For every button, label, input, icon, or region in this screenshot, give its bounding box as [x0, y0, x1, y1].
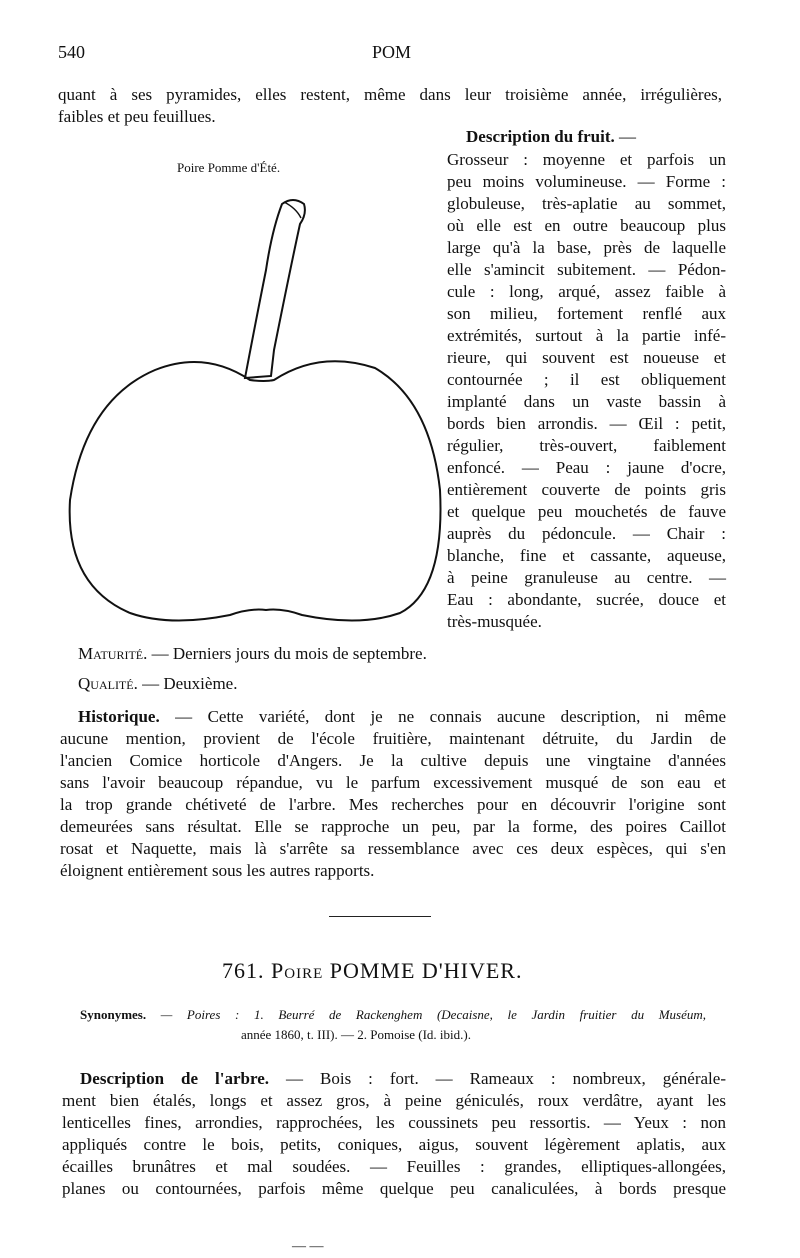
pear-stem — [245, 200, 305, 378]
fruit-line: globuleuse, très-aplatie au sommet, — [447, 194, 726, 213]
fruit-line: implanté dans un vaste bassin à — [447, 392, 726, 411]
fruit-line: rieure, qui souvent est noueuse et — [447, 348, 726, 367]
arbre-line: écailles brunâtres et mal soudées. — Feuilles : grandes, elliptiques-allongées, — [62, 1157, 726, 1176]
arbre-line: planes ou contournées, parfois même quelque peu canaliculées, à bords presque — [62, 1179, 726, 1198]
historique-line: la trop grande chétiveté de l'arbre. Mes recherches pour en découvrir l'origine sont — [60, 795, 726, 814]
qualite-text: — Deuxième. — [137, 674, 238, 693]
fruit-line: elle s'amincit subitement. — Pédon- — [447, 260, 726, 279]
arbre-heading: Description de l'arbre. — [80, 1069, 270, 1088]
fruit-line: blanche, fine et cassante, aqueuse, — [447, 546, 726, 565]
arbre-line: appliqués contre le bois, petits, coniques, aigus, souvent légèrement aplatis, aux — [62, 1135, 726, 1154]
historique-line: rosat et Naquette, mais là s'arrête sa ressemblance avec ces deux espèces, qui s'en — [60, 839, 726, 858]
synonymes-second-line: année 1860, t. III). — 2. Pomoise (Id. ibid.). — [241, 1027, 471, 1042]
fruit-line: son milieu, fortement renflé aux — [447, 304, 726, 323]
entry-number: 761. — [222, 958, 265, 983]
pear-stem-top — [284, 202, 301, 218]
maturite-line — [78, 643, 427, 665]
arbre-first-text: — Bois : fort. — Rameaux : nombreux, générale- — [269, 1069, 726, 1088]
historique-line: sans l'avoir beaucoup répandue, vu le parfum excessivement musqué de son eau et — [60, 773, 726, 792]
figure-caption: Poire Pomme d'Été. — [177, 160, 281, 175]
running-title: POM — [372, 42, 412, 62]
maturite-label: Maturité. — [78, 644, 148, 663]
arbre-first-line — [80, 1068, 726, 1090]
fruit-line: contournée ; il est obliquement — [447, 370, 726, 389]
qualite-line — [78, 673, 237, 695]
fruit-line: où elle est en outre beaucoup plus — [447, 216, 726, 235]
synonymes-first-line — [80, 1007, 706, 1023]
synonymes-heading: Synonymes. — [80, 1007, 147, 1022]
entry-761-title — [222, 958, 522, 984]
fruit-line: régulier, très-ouvert, faiblement — [447, 436, 726, 455]
intro-line-2: faibles et peu feuillues. — [58, 107, 216, 126]
fruit-line: extrémités, surtout à la partie infé- — [447, 326, 726, 345]
fruit-line: à peine granuleuse au centre. — — [447, 568, 726, 587]
synonymes-first-text: — Poires : 1. Beurré de Rackenghem (Decaisne, le Jardin fruitier du Muséum, — [146, 1007, 706, 1022]
fruit-description-heading-text: Description du fruit. — [466, 127, 615, 146]
fruit-line: bords bien arrondis. — Œil : petit, — [447, 414, 726, 433]
section-divider — [329, 916, 431, 917]
qualite-label: Qualité. — [78, 674, 138, 693]
historique-line: éloignent entièrement sous les autres rapports. — [60, 861, 375, 880]
historique-first-text: — Cette variété, dont je ne connais aucune description, ni même — [159, 707, 726, 726]
fruit-line: entièrement couverte de points gris — [447, 480, 726, 499]
entry-title-small: Poire — [271, 958, 324, 983]
intro-line-1: quant à ses pyramides, elles restent, même dans leur troisième année, irrégulières, — [58, 85, 722, 104]
arbre-line: ment bien étalés, longs et assez gros, à peine géniculés, roux verdâtre, ayant les — [62, 1091, 726, 1110]
fruit-line: Eau : abondante, sucrée, douce et — [447, 590, 726, 609]
historique-first-line — [78, 706, 726, 728]
pear-outline-illustration — [60, 190, 460, 650]
page-number: 540 — [58, 42, 85, 62]
fruit-line: auprès du pédoncule. — Chair : — [447, 524, 726, 543]
historique-line: aucune mention, provient de l'école fruitière, maintenant détruite, du Jardin de — [60, 729, 726, 748]
footer-marks: — — — [292, 1239, 324, 1254]
historique-line: demeurées sans résultat. Elle se rapproche un peu, par la forme, des poires Caillot — [60, 817, 726, 836]
fruit-line: large qu'à la base, près de laquelle — [447, 238, 726, 257]
fruit-line: cule : long, arqué, assez faible à — [447, 282, 726, 301]
fruit-description-heading — [466, 126, 636, 148]
historique-line: l'ancien Comice horticole d'Angers. Je la cultive depuis une vingtaine d'années — [60, 751, 726, 770]
fruit-line: peu moins volumineuse. — Forme : — [447, 172, 726, 191]
fruit-line: enfoncé. — Peau : jaune d'ocre, — [447, 458, 726, 477]
fruit-description-heading-dash: — — [614, 127, 636, 146]
pear-body — [70, 361, 441, 620]
fruit-line: et quelque peu mouchetés de fauve — [447, 502, 726, 521]
fruit-line: très-musquée. — [447, 612, 542, 631]
entry-title-main: POMME D'HIVER. — [329, 958, 523, 983]
historique-heading: Historique. — [78, 707, 160, 726]
arbre-line: lenticelles fines, arrondies, rapprochées, les coussinets peu ressortis. — Yeux : non — [62, 1113, 726, 1132]
fruit-line: Grosseur : moyenne et parfois un — [447, 150, 726, 169]
maturite-text: — Derniers jours du mois de septembre. — [147, 644, 427, 663]
